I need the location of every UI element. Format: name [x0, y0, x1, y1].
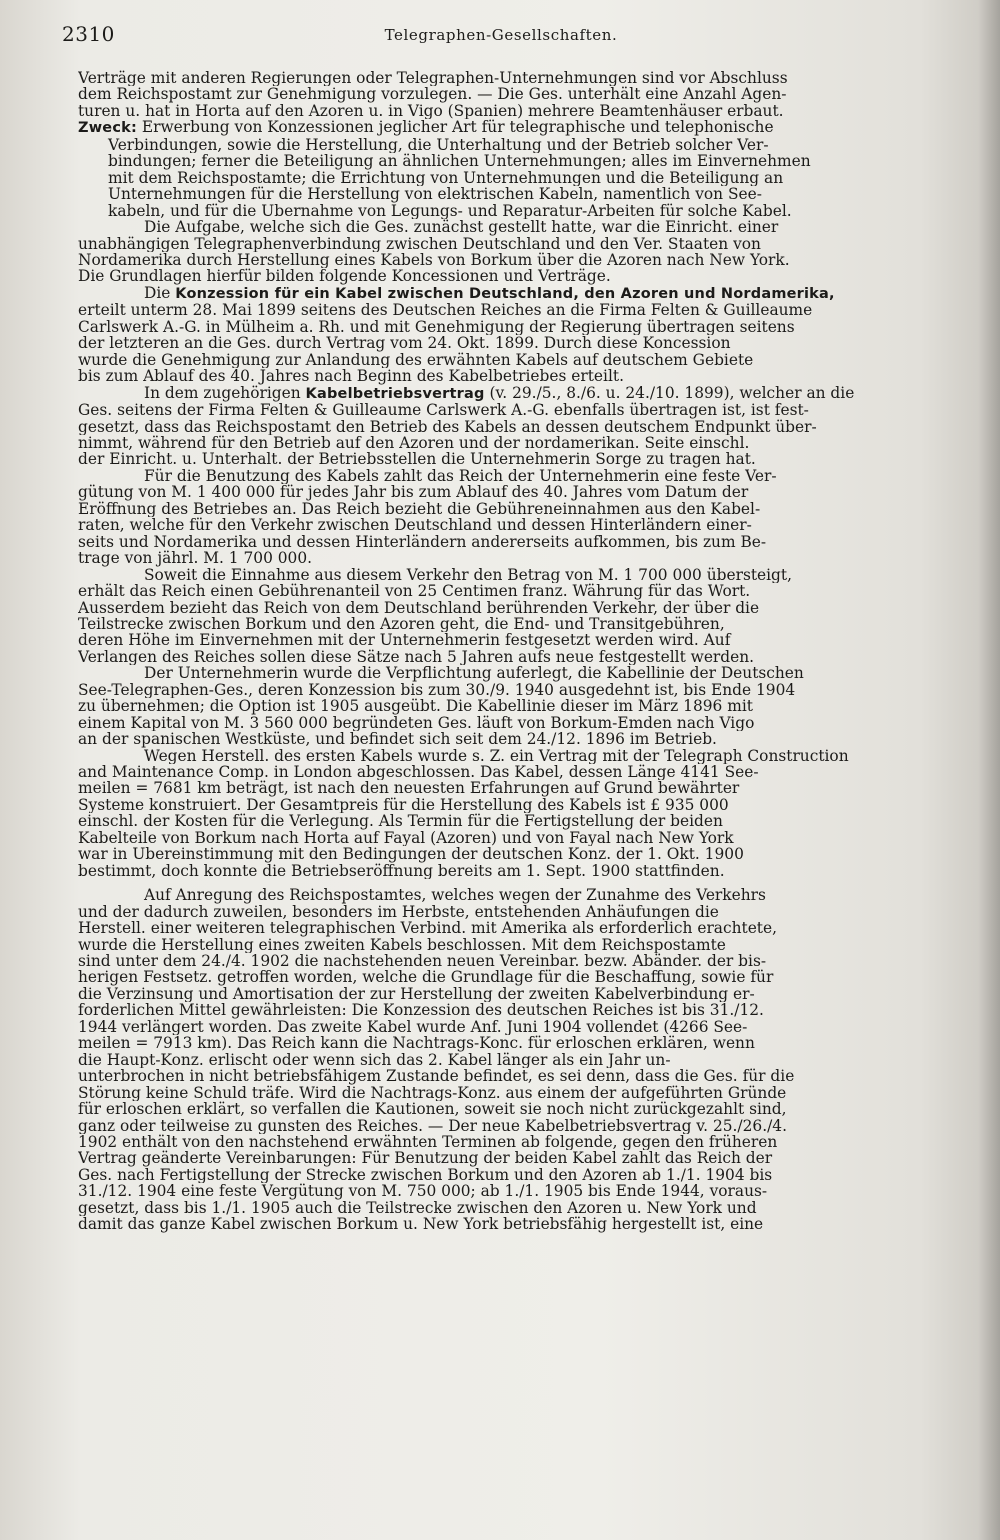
text-line: Für die Benutzung des Kabels zahlt das Reich der Unternehmerin eine feste Ver- [144, 467, 777, 485]
paragraph [78, 385, 948, 468]
text-line: raten, welche für den Verkehr zwischen Deutschland und dessen Hinterländern einer- [78, 517, 752, 534]
text-line: forderlichen Mittel gewährleisten: Die Konzession des deutschen Reiches ist bis 31./12. [78, 1002, 764, 1019]
text-line: Ges. nach Fertigstellung der Strecke zwischen Borkum und den Azoren ab 1./1. 1904 bis [78, 1166, 773, 1184]
text-line: Ausserdem bezieht das Reich von dem Deutschland berührenden Verkehr, der über die [78, 599, 760, 616]
text-line: für erloschen erklärt, so verfallen die Kautionen, soweit sie noch nicht zurückgezahlt sind, [78, 1101, 787, 1118]
text-line: Systeme konstruiert. Der Gesamtpreis für die Herstellung des Kabels ist £ 935 000 [78, 796, 729, 814]
text-line: Verbindungen, sowie die Herstellung, die Unterhaltung und der Betrieb solcher Ver- [108, 136, 769, 154]
text-line: zu übernehmen; die Option ist 1905 ausgeübt. Die Kabellinie dieser im März 1896 mit [78, 698, 753, 715]
text-line: gütung von M. 1 400 000 für jedes Jahr bis zum Ablauf des 40. Jahres vom Datum der [78, 484, 749, 501]
text-line: bindungen; ferner die Beteiligung an ähnlichen Unternehmungen; alles im Einvernehmen [108, 153, 811, 170]
text-line: Ges. seitens der Firma Felten & Guilleaume Carlswerk A.-G. ebenfalls übertragen ist, ist fest- [78, 402, 809, 419]
paragraph [78, 748, 948, 880]
running-title: Telegraphen-Gesellschaften. [384, 26, 618, 44]
bold-term: Zweck: [78, 120, 137, 137]
text-line: erhält das Reich einen Gebührenanteil von 25 Centimen franz. Währung für das Wort. [78, 583, 751, 600]
text-line: und der dadurch zuweilen, besonders im Herbste, entstehenden Anhäufungen die [78, 903, 719, 921]
text-line: meilen = 7913 km). Das Reich kann die Nachtrags-Konc. für erloschen erklären, wenn [78, 1035, 755, 1052]
text-line: bestimmt, doch konnte die Betriebseröffnung bereits am 1. Sept. 1900 stattfinden. [78, 862, 725, 880]
text-line: See-Telegraphen-Ges., deren Konzession bis zum 30./9. 1940 ausgedehnt ist, bis Ende 1904 [78, 681, 796, 699]
text-line: Kabelteile von Borkum nach Horta auf Fayal (Azoren) und von Fayal nach New York [78, 829, 734, 847]
text-line: Carlswerk A.-G. in Mülheim a. Rh. und mit Genehmigung der Regierung übertragen seitens [78, 318, 795, 336]
paragraph [78, 119, 948, 219]
text-line: Teilstrecke zwischen Borkum und den Azoren geht, die End- und Transitgebühren, [78, 615, 725, 633]
text-line: ganz oder teilweise zu gunsten des Reiches. — Der neue Kabelbetriebsvertrag v. 25./26./4. [78, 1117, 787, 1134]
text-line: kabeln, und für die Übernahme von Legungs- und Reparatur-Arbeiten für solche Kabel. [108, 202, 792, 220]
text-line: Nordamerika durch Herstellung eines Kabels von Borkum über die Azoren nach New York. [78, 251, 790, 269]
text-line: and Maintenance Comp. in London abgeschlossen. Das Kabel, dessen Länge 4141 See- [78, 764, 759, 781]
text-line: Vertrag geänderte Vereinbarungen: Für Benutzung der beiden Kabel zahlt das Reich der [78, 1150, 773, 1167]
text-line: herigen Festsetz. getroffen worden, welche die Grundlage für die Beschaffung, sowie für [78, 969, 774, 986]
paragraph [78, 285, 948, 385]
book-gutter-shadow [978, 0, 1000, 1540]
text-line: wurde die Herstellung eines zweiten Kabels beschlossen. Mit dem Reichspostamte [78, 936, 726, 954]
text-line: gesetzt, dass bis 1./1. 1905 auch die Teilstrecke zwischen den Azoren u. New York und [78, 1199, 757, 1217]
text-line: einschl. der Kosten für die Verlegung. Als Termin für die Fertigstellung der beiden [78, 813, 723, 830]
text-line: an der spanischen Westküste, und befindet sich seit dem 24./12. 1896 im Betrieb. [78, 731, 717, 748]
paragraph [78, 887, 948, 1233]
text-line: damit das ganze Kabel zwischen Borkum u. New York betriebsfähig hergestellt ist, eine [78, 1216, 764, 1233]
text-line: sind unter dem 24./4. 1902 die nachstehenden neuen Vereinbar. bezw. Abänder. der bis- [78, 953, 767, 970]
text-run: In dem zugehörigen [144, 384, 306, 402]
text-line: Störung keine Schuld träfe. Wird die Nachtrags-Konz. aus einem der aufgeführten Gründe [78, 1084, 787, 1102]
text-line: unterbrochen in nicht betriebsfähigem Zustande befindet, es sei denn, dass die Ges. für die [78, 1068, 795, 1085]
text-line: unabhängigen Telegraphenverbindung zwischen Deutschland und den Ver. Staaten von [78, 235, 761, 252]
text-line: Verlangen des Reiches sollen diese Sätze nach 5 Jahren aufs neue festgestellt werden. [78, 648, 755, 666]
paragraph [78, 567, 948, 666]
text-line: Eröffnung des Betriebes an. Das Reich bezieht die Gebühreneinnahmen aus den Kabel- [78, 500, 761, 518]
text-line: Verträge mit anderen Regierungen oder Telegraphen-Unternehmungen sind vor Abschluss [78, 70, 788, 87]
text-line: trage von jährl. M. 1 700 000. [78, 550, 313, 567]
text-line: gesetzt, dass das Reichspostamt den Betrieb des Kabels an dessen deutschem Endpunkt über- [78, 418, 817, 435]
text-run: Die [144, 284, 176, 302]
text-line: 1944 verlängert worden. Das zweite Kabel wurde Anf. Juni 1904 vollendet (4266 See- [78, 1018, 748, 1036]
text-line: Soweit die Einnahme aus diesem Verkehr den Betrag von M. 1 700 000 übersteigt, [144, 566, 792, 584]
text-line: die Verzinsung und Amortisation der zur Herstellung der zweiten Kabelverbindung er- [78, 985, 755, 1003]
paragraph [78, 665, 948, 747]
text-line: Unternehmungen für die Herstellung von elektrischen Kabeln, namentlich von See- [108, 186, 762, 203]
text-line: nimmt, während für den Betrieb auf den Azoren und der nordamerikan. Seite einschl. [78, 434, 750, 452]
text-line: Die Grundlagen hierfür bilden folgende Koncessionen und Verträge. [78, 268, 611, 285]
text-line: dem Reichspostamt zur Genehmigung vorzulegen. — Die Ges. unterhält eine Anzahl Agen- [78, 86, 787, 103]
text-line: die Haupt-Konz. erlischt oder wenn sich das 2. Kabel länger als ein Jahr un- [78, 1051, 671, 1069]
text-line: der Einricht. u. Unterhalt. der Betriebsstellen die Unternehmerin Sorge zu tragen hat. [78, 451, 756, 468]
text-line: seits und Nordamerika und dessen Hinterländern andererseits aufkommen, bis zum Be- [78, 533, 767, 551]
text-line: Die Aufgabe, welche sich die Ges. zunächst gestellt hatte, war die Einricht. einer [144, 219, 779, 236]
paragraph [78, 70, 948, 119]
text-line: Der Unternehmerin wurde die Verpflichtung auferlegt, die Kabellinie der Deutschen [144, 665, 804, 682]
page-number: 2310 [62, 22, 115, 46]
text-line: Auf Anregung des Reichspostamtes, welches wegen der Zunahme des Verkehrs [144, 887, 766, 904]
text-line [78, 385, 948, 402]
text-line: bis zum Ablauf des 40. Jahres nach Beginn des Kabelbetriebes erteilt. [78, 368, 624, 385]
text-line: wurde die Genehmigung zur Anlandung des erwähnten Kabels auf deutschem Gebiete [78, 351, 754, 369]
text-line: 1902 enthält von den nachstehend erwähnten Terminen ab folgende, gegen den früheren [78, 1134, 778, 1151]
text-run: (v. 29./5., 8./6. u. 24./10. 1899), welcher an die [484, 384, 855, 402]
body-text [78, 70, 948, 1233]
text-line: deren Höhe im Einvernehmen mit der Unternehmerin festgesetzt werden wird. Auf [78, 632, 731, 649]
text-line: einem Kapital von M. 3 560 000 begründeten Ges. läuft von Borkum-Emden nach Vigo [78, 714, 755, 732]
text-line: meilen = 7681 km beträgt, ist nach den neuesten Erfahrungen auf Grund bewährter [78, 780, 740, 797]
paragraph [78, 219, 948, 285]
text-line: erteilt unterm 28. Mai 1899 seitens des Deutschen Reiches an die Firma Felten & Guilleaume [78, 302, 813, 319]
page-header [62, 22, 940, 56]
text-line: Wegen Herstell. des ersten Kabels wurde s. Z. ein Vertrag mit der Telegraph Construction [144, 747, 849, 765]
bold-term: Kabelbetriebsvertrag [305, 385, 485, 402]
text-line [78, 119, 948, 136]
text-line: mit dem Reichspostamte; die Errichtung von Unternehmungen und die Beteiligung an [108, 169, 784, 187]
text-line: der letzteren an die Ges. durch Vertrag vom 24. Okt. 1899. Durch diese Koncession [78, 335, 731, 352]
text-line: turen u. hat in Horta auf den Azoren u. in Vigo (Spanien) mehrere Beamtenhäuser erbaut. [78, 102, 784, 120]
bold-term: Konzession für ein Kabel zwischen Deutschland, den Azoren und Nordamerika, [175, 285, 835, 302]
text-line: war in Übereinstimmung mit den Bedingungen der deutschen Konz. der 1. Okt. 1900 [78, 846, 744, 863]
paragraph [78, 468, 948, 567]
text-line [78, 285, 948, 302]
text-line: 31./12. 1904 eine feste Vergütung von M. 750 000; ab 1./1. 1905 bis Ende 1944, voraus- [78, 1183, 768, 1200]
text-run: Erwerbung von Konzessionen jeglicher Art für telegraphische und telephonische [136, 119, 774, 137]
text-line: Herstell. einer weiteren telegraphischen Verbind. mit Amerika als erforderlich erachtete, [78, 920, 777, 937]
